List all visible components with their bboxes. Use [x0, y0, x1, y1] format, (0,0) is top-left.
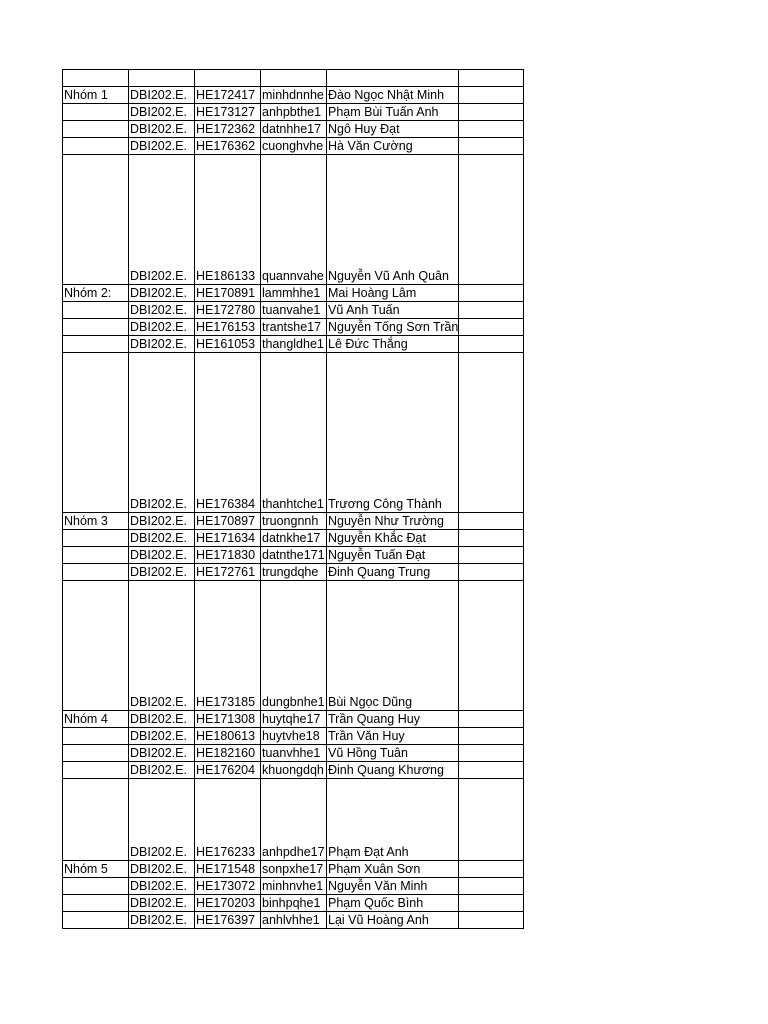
- table-row: [63, 353, 524, 513]
- class-cell[interactable]: DBI202.E.: [129, 895, 195, 912]
- class-cell[interactable]: DBI202.E.: [129, 564, 195, 581]
- class-cell[interactable]: DBI202.E.: [129, 547, 195, 564]
- student-id-cell[interactable]: HE186133: [195, 155, 261, 285]
- student-id-cell[interactable]: HE176153: [195, 319, 261, 336]
- student-id-cell[interactable]: HE172417: [195, 87, 261, 104]
- extra-cell[interactable]: [459, 530, 524, 547]
- fullname-cell[interactable]: Vũ Anh Tuấn: [327, 302, 459, 319]
- fullname-cell[interactable]: Phạm Đạt Anh: [327, 779, 459, 861]
- class-cell[interactable]: DBI202.E.: [129, 861, 195, 878]
- table-row: [63, 564, 524, 581]
- table-row: [63, 779, 524, 861]
- table-row: [63, 138, 524, 155]
- group-cell[interactable]: [63, 912, 129, 929]
- fullname-cell[interactable]: Phạm Quốc Bình: [327, 895, 459, 912]
- username-cell[interactable]: tuanvhhe1: [261, 745, 327, 762]
- extra-cell[interactable]: [459, 285, 524, 302]
- extra-cell[interactable]: [459, 861, 524, 878]
- username-cell[interactable]: datnthe171: [262, 548, 325, 562]
- username-cell[interactable]: trungdqhe: [261, 564, 327, 581]
- username-cell[interactable]: minhdnnhe: [261, 87, 327, 104]
- group-cell[interactable]: [63, 745, 129, 762]
- table-row: [63, 728, 524, 745]
- extra-cell[interactable]: [459, 878, 524, 895]
- username-cell[interactable]: anhpdhe17: [261, 779, 327, 861]
- extra-cell[interactable]: [459, 745, 524, 762]
- username-cell[interactable]: truongnnh: [261, 513, 327, 530]
- username-cell[interactable]: binhpqhe1: [261, 895, 327, 912]
- table-row: [63, 581, 524, 711]
- class-cell[interactable]: DBI202.E.: [129, 138, 195, 155]
- student-id-cell[interactable]: HE161053: [195, 336, 261, 353]
- class-cell[interactable]: DBI202.E.: [129, 762, 195, 779]
- fullname-cell[interactable]: Ngô Huy Đạt: [327, 121, 459, 138]
- class-cell[interactable]: DBI202.E.: [129, 513, 195, 530]
- student-id-cell[interactable]: HE182160: [195, 745, 261, 762]
- group-cell[interactable]: [63, 302, 129, 319]
- table-row: [63, 745, 524, 762]
- extra-cell[interactable]: [459, 895, 524, 912]
- student-id-cell[interactable]: HE173185: [195, 581, 261, 711]
- group-cell[interactable]: Nhóm 3: [63, 513, 129, 530]
- student-id-cell[interactable]: HE171548: [195, 861, 261, 878]
- group-cell[interactable]: [63, 547, 129, 564]
- extra-cell[interactable]: [459, 121, 524, 138]
- group-cell[interactable]: [63, 104, 129, 121]
- group-cell[interactable]: [63, 878, 129, 895]
- fullname-cell[interactable]: Đinh Quang Khương: [327, 762, 459, 779]
- fullname-cell[interactable]: Trần Quang Huy: [327, 711, 459, 728]
- username-cell[interactable]: cuonghvhe: [261, 138, 327, 155]
- extra-cell[interactable]: [459, 779, 524, 861]
- cell[interactable]: [63, 70, 129, 87]
- student-id-cell[interactable]: HE172780: [195, 302, 261, 319]
- table-row: [63, 104, 524, 121]
- header-row: [63, 70, 524, 87]
- student-id-cell[interactable]: HE176204: [195, 762, 261, 779]
- table-row: [63, 155, 524, 285]
- username-cell[interactable]: datnkhe17: [261, 530, 327, 547]
- extra-cell[interactable]: [459, 912, 524, 929]
- student-id-cell[interactable]: HE171634: [195, 530, 261, 547]
- fullname-cell[interactable]: Mai Hoàng Lâm: [327, 285, 459, 302]
- table-row: [63, 711, 524, 728]
- class-cell[interactable]: DBI202.E.: [129, 121, 195, 138]
- group-cell[interactable]: Nhóm 5: [63, 861, 129, 878]
- table-row: [63, 912, 524, 929]
- student-id-cell[interactable]: HE171830: [195, 547, 261, 564]
- username-cell[interactable]: anhlvhhe1: [261, 912, 327, 929]
- table-row: [63, 302, 524, 319]
- student-id-cell[interactable]: HE170203: [195, 895, 261, 912]
- class-cell[interactable]: DBI202.E.: [129, 912, 195, 929]
- class-cell[interactable]: DBI202.E.: [129, 711, 195, 728]
- fullname-cell[interactable]: Nguyễn Tống Sơn Trần: [328, 320, 459, 334]
- group-cell[interactable]: [63, 138, 129, 155]
- group-cell[interactable]: Nhóm 4: [63, 711, 129, 728]
- group-cell[interactable]: [63, 121, 129, 138]
- username-cell[interactable]: lammhhe1: [261, 285, 327, 302]
- student-id-cell[interactable]: HE180613: [195, 728, 261, 745]
- extra-cell[interactable]: [459, 353, 524, 513]
- student-id-cell[interactable]: HE173127: [195, 104, 261, 121]
- table-row: [63, 895, 524, 912]
- cell[interactable]: [459, 70, 524, 87]
- extra-cell[interactable]: [459, 513, 524, 530]
- extra-cell[interactable]: [459, 336, 524, 353]
- class-cell[interactable]: DBI202.E.: [129, 155, 195, 285]
- extra-cell[interactable]: [459, 711, 524, 728]
- username-cell[interactable]: sonpxhe17: [261, 861, 327, 878]
- fullname-cell[interactable]: Hà Văn Cường: [327, 138, 459, 155]
- class-cell[interactable]: DBI202.E.: [129, 745, 195, 762]
- fullname-cell[interactable]: Bùi Ngọc Dũng: [327, 581, 459, 711]
- class-cell[interactable]: DBI202.E.: [129, 104, 195, 121]
- group-cell[interactable]: [63, 336, 129, 353]
- student-id-cell[interactable]: HE170891: [195, 285, 261, 302]
- extra-cell[interactable]: [459, 319, 524, 336]
- student-id-cell[interactable]: HE176233: [195, 779, 261, 861]
- fullname-cell[interactable]: Nguyễn Tuấn Đạt: [327, 547, 459, 564]
- group-sheet-table: [62, 69, 524, 929]
- group-cell[interactable]: [63, 779, 129, 861]
- username-cell[interactable]: anhpbthe1: [261, 104, 327, 121]
- extra-cell[interactable]: [459, 138, 524, 155]
- student-id-cell[interactable]: HE176362: [195, 138, 261, 155]
- group-cell[interactable]: [63, 895, 129, 912]
- table-row: [63, 530, 524, 547]
- cell[interactable]: [261, 70, 327, 87]
- group-cell[interactable]: [63, 353, 129, 513]
- fullname-cell[interactable]: Nguyễn Như Trường: [327, 513, 459, 530]
- extra-cell[interactable]: [459, 302, 524, 319]
- fullname-cell[interactable]: Phạm Bùi Tuấn Anh: [327, 104, 459, 121]
- fullname-cell[interactable]: Trương Công Thành: [327, 353, 459, 513]
- username-cell[interactable]: huytvhe18: [261, 728, 327, 745]
- sheet-body: [63, 70, 524, 929]
- fullname-cell[interactable]: Lại Vũ Hoàng Anh: [327, 912, 459, 929]
- extra-cell[interactable]: [459, 581, 524, 711]
- fullname-cell[interactable]: Vũ Hồng Tuân: [327, 745, 459, 762]
- group-cell[interactable]: Nhóm 2:: [63, 285, 129, 302]
- cell[interactable]: [327, 70, 459, 87]
- extra-cell[interactable]: [459, 104, 524, 121]
- class-cell[interactable]: DBI202.E.: [129, 302, 195, 319]
- table-row: [63, 285, 524, 302]
- class-cell[interactable]: DBI202.E.: [129, 581, 195, 711]
- username-cell[interactable]: thanhtche1: [261, 353, 327, 513]
- class-cell[interactable]: DBI202.E.: [129, 319, 195, 336]
- group-cell[interactable]: [63, 762, 129, 779]
- username-cell[interactable]: trantshe17: [261, 319, 327, 336]
- cell[interactable]: [195, 70, 261, 87]
- class-cell[interactable]: DBI202.E.: [129, 336, 195, 353]
- group-cell[interactable]: [63, 581, 129, 711]
- student-id-cell[interactable]: HE171308: [195, 711, 261, 728]
- fullname-cell[interactable]: Đinh Quang Trung: [327, 564, 459, 581]
- student-id-cell[interactable]: HE172362: [195, 121, 261, 138]
- student-id-cell[interactable]: HE176384: [195, 353, 261, 513]
- group-cell[interactable]: [63, 564, 129, 581]
- fullname-cell[interactable]: Lê Đức Thắng: [327, 336, 459, 353]
- class-cell[interactable]: DBI202.E.: [129, 285, 195, 302]
- class-cell[interactable]: DBI202.E.: [129, 353, 195, 513]
- group-cell[interactable]: [63, 319, 129, 336]
- fullname-cell[interactable]: Đào Ngọc Nhật Minh: [327, 87, 459, 104]
- username-cell[interactable]: datnhhe17: [261, 121, 327, 138]
- student-id-cell[interactable]: HE173072: [195, 878, 261, 895]
- table-row: [63, 762, 524, 779]
- username-cell[interactable]: minhnvhe1: [261, 878, 327, 895]
- fullname-cell[interactable]: Nguyễn Vũ Anh Quân: [327, 155, 459, 285]
- table-row: [63, 513, 524, 530]
- username-cell[interactable]: thangldhe1: [261, 336, 327, 353]
- extra-cell[interactable]: [459, 547, 524, 564]
- class-cell[interactable]: DBI202.E.: [129, 779, 195, 861]
- table-row: [63, 336, 524, 353]
- group-cell[interactable]: [63, 530, 129, 547]
- table-row: [63, 547, 524, 564]
- cell[interactable]: [129, 70, 195, 87]
- extra-cell[interactable]: [459, 564, 524, 581]
- extra-cell[interactable]: [459, 762, 524, 779]
- username-cell[interactable]: khuongdqh: [261, 762, 327, 779]
- fullname-cell[interactable]: Nguyễn Văn Minh: [327, 878, 459, 895]
- extra-cell[interactable]: [459, 155, 524, 285]
- username-cell[interactable]: tuanvahe1: [261, 302, 327, 319]
- group-cell[interactable]: Nhóm 1: [63, 87, 129, 104]
- student-id-cell[interactable]: HE170897: [195, 513, 261, 530]
- username-cell[interactable]: quannvahe: [261, 155, 327, 285]
- table-row: [63, 861, 524, 878]
- student-id-cell[interactable]: HE176397: [195, 912, 261, 929]
- class-cell[interactable]: DBI202.E.: [129, 728, 195, 745]
- class-cell[interactable]: DBI202.E.: [129, 530, 195, 547]
- extra-cell[interactable]: [459, 728, 524, 745]
- table-row: [63, 319, 524, 336]
- table-row: [63, 878, 524, 895]
- username-cell[interactable]: huytqhe17: [261, 711, 327, 728]
- username-cell[interactable]: dungbnhe1: [261, 581, 327, 711]
- extra-cell[interactable]: [459, 87, 524, 104]
- fullname-cell[interactable]: Trần Văn Huy: [327, 728, 459, 745]
- class-cell[interactable]: DBI202.E.: [129, 878, 195, 895]
- fullname-cell[interactable]: Phạm Xuân Sơn: [327, 861, 459, 878]
- group-cell[interactable]: [63, 728, 129, 745]
- table-row: [63, 87, 524, 104]
- class-cell[interactable]: DBI202.E.: [129, 87, 195, 104]
- fullname-cell[interactable]: Nguyễn Khắc Đạt: [327, 530, 459, 547]
- table-row: [63, 121, 524, 138]
- group-cell[interactable]: [63, 155, 129, 285]
- student-id-cell[interactable]: HE172761: [195, 564, 261, 581]
